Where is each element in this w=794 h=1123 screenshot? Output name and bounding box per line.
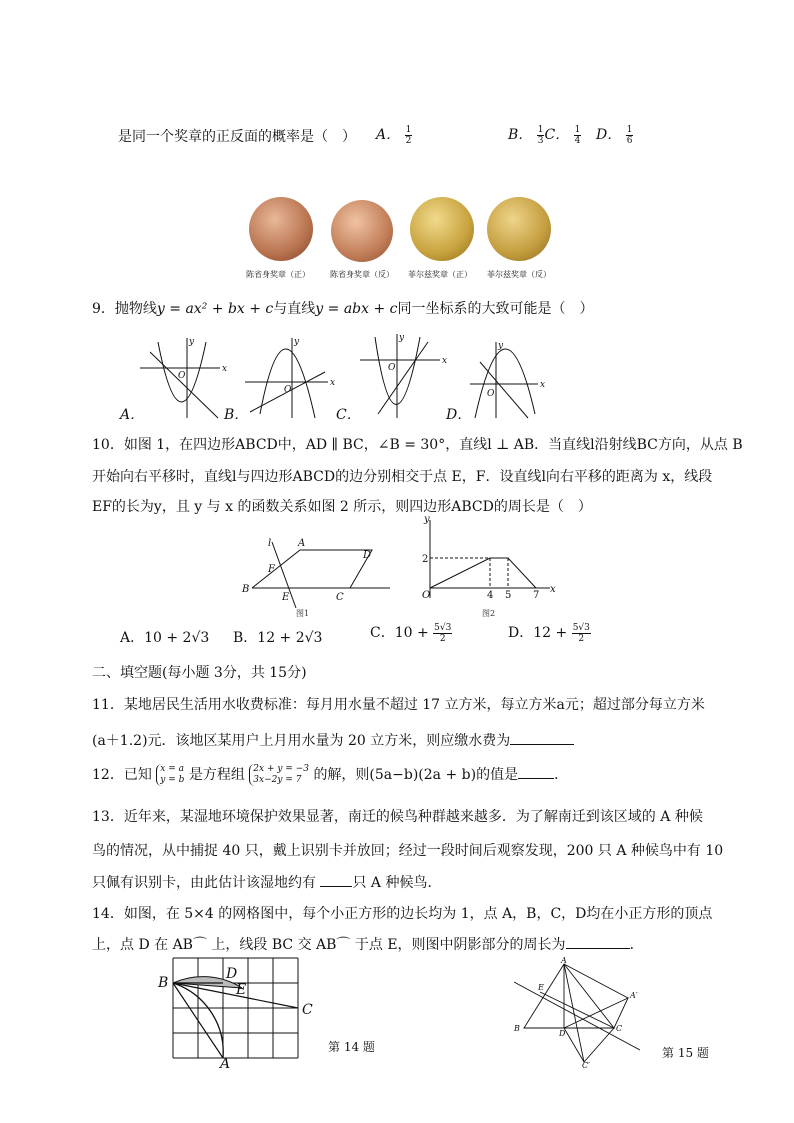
q14-line2: 上，点 D 在 AB⌒ 上，线段 BC 交 AB⌒ 于点 E，则图中阴影部分的周长为 ． [92,934,644,954]
chern-medal-front-image [249,197,313,261]
svg-text:2: 2 [422,554,429,565]
fields-medal-back-image [487,197,551,261]
q9-option-d: D． [446,407,472,423]
svg-text:D: D [363,550,372,561]
svg-text:O: O [487,389,495,399]
q8-frac-a: $\frac{1}{2}$ [405,124,412,146]
svg-text:5: 5 [505,590,512,601]
svg-text:B: B [158,975,169,991]
q12-stem: 12．已知 x = a y = b 是方程组 2x + y = −3 3x−2y = 7 的解，则(5a−b)(2a + b)的值是 ． [92,764,569,785]
q13-line1: 13．近年来，某湿地环境保护效果显著，南迁的候鸟种群越来越多．为了解南迁到该区域的 A 种候 [92,809,703,825]
q10-figures [238,512,568,622]
q9-graph-c [360,334,440,418]
q9-graph-b [245,338,328,418]
svg-text:C: C [336,592,344,603]
q8-option-b: B． $\frac{1}{3}$ C． $\frac{1}{4}$ [508,124,581,146]
svg-text:E: E [282,592,290,603]
q12-answer-blank[interactable] [518,764,554,779]
svg-text:y: y [399,333,405,343]
section2-title: 二、填空题(每小题 3分，共 15分) [92,665,307,681]
q8-frac-d: $\frac{1}{6}$ [626,124,633,146]
medal-caption-1: 陈省身奖章（正） [246,270,310,279]
svg-text:x: x [550,584,556,595]
q8-frac-b: $\frac{1}{3}$ [537,124,544,146]
svg-text:l: l [268,538,272,549]
q13-line3: 只佩有识别卡，由此估计该湿地约有 只 A 种候鸟． [92,872,441,892]
q8-stem [118,126,356,146]
q10-line2: 开始向右平移时，直线l与四边形ABCD的边分别相交于点 E，F．设直线l向右平移的距离为 x，线段 [92,469,713,485]
q14-caption: 第 14 题 [328,1040,375,1054]
q10-figure-2 [430,520,550,598]
q10-option-a: A．10 + 2√3 [120,630,210,646]
q15-caption: 第 15 题 [662,1046,709,1060]
svg-text:A′: A′ [630,991,638,1000]
q9-option-b: B． [224,407,249,423]
svg-text:A: A [220,1056,231,1068]
chern-medal-back-image [331,200,393,262]
medal-caption-2: 陈省身奖章（反） [330,270,394,279]
medal-caption-4: 菲尔兹奖章（反） [487,270,551,279]
q12-system-1: x = a y = b [156,764,184,786]
svg-text:F: F [268,564,275,575]
svg-text:O: O [388,363,396,373]
svg-text:A: A [561,956,567,965]
q12-system-2: 2x + y = −3 3x−2y = 7 [249,764,309,786]
svg-text:x: x [222,364,228,374]
q15-figure [506,956,656,1068]
q13-line2: 鸟的情况，从中捕捉 40 只，戴上识别卡并放回；经过一段时间后观察发现，200 只 A 种候鸟中有 10 [92,843,724,859]
q11-line1: 11．某地居民生活用水收费标准：每月用水量不超过 17 立方米，每立方米a元；超过部分每立方米 [92,697,705,713]
q9-eq-line: y = abx + c [315,301,398,317]
svg-text:4: 4 [487,590,494,601]
q8-text: 是同一个奖章的正反面的概率是（ ） [118,129,356,145]
medal-caption-3: 菲尔兹奖章（正） [408,270,472,279]
q13-answer-blank[interactable] [320,872,352,887]
svg-text:y: y [189,337,195,347]
q9-eq-parabola: y = ax² + bx + c [156,301,274,317]
q8-option-d: D． $\frac{1}{6}$ [596,124,633,146]
q9-option-c: C． [336,407,361,423]
q10-line1: 10．如图 1，在四边形ABCD中，AD ∥ BC，∠B = 30°，直线l ⊥ AB．当直线l沿射线BC方向，从点 B [92,437,743,453]
svg-text:D: D [226,966,238,982]
q10-option-c: C．10 + $\frac{5√3}{2}$ [370,622,452,644]
svg-text:x: x [330,378,336,388]
svg-text:B: B [242,584,250,595]
q10-line3: EF的长为y，且 y 与 x 的函数关系如图 2 所示，则四边形ABCD的周长是（ ） [92,499,592,515]
svg-text:图1: 图1 [296,609,310,618]
q9-graph-d [470,342,538,418]
q14-line1: 14．如图，在 5×4 的网格图中，每个小正方形的边长均为 1，点 A，B，C，D均在小正方形的顶点 [92,906,713,922]
svg-text:O: O [422,590,431,601]
svg-text:x: x [540,380,546,390]
svg-text:B: B [514,1024,520,1033]
svg-text:O: O [178,371,186,381]
q10-option-b: B．12 + 2√3 [233,630,323,646]
q8-option-c: C． [544,127,570,143]
q14-answer-blank[interactable] [566,934,630,949]
svg-text:A: A [298,538,306,549]
svg-text:x: x [442,356,448,366]
svg-text:7: 7 [533,590,540,601]
q10-option-d: D．12 + $\frac{5√3}{2}$ [508,622,590,644]
svg-text:图2: 图2 [482,609,496,618]
q9-option-a: A． [120,407,145,423]
svg-text:C: C [302,1002,313,1018]
svg-text:E: E [236,982,247,998]
svg-text:y: y [498,341,504,351]
svg-text:y: y [294,337,300,347]
q8-option-a: A． $\frac{1}{2}$ [376,124,412,146]
svg-text:y: y [424,514,430,525]
fields-medal-front-image [410,197,474,261]
svg-text:C: C [616,1024,623,1033]
svg-text:O: O [284,385,292,395]
svg-text:D: D [559,1029,566,1038]
svg-text:E: E [538,983,544,992]
q11-line2: (a＋1.2)元．该地区某用户上月用水量为 20 立方米，则应缴水费为 [92,730,574,750]
q14-figure [150,954,350,1068]
svg-text:C′: C′ [582,1061,590,1068]
q11-answer-blank[interactable] [510,730,574,745]
q9-stem: 9．抛物线y = ax² + bx + c与直线y = abx + c同一坐标系的大致可能是（ ） [92,301,594,317]
q8-frac-c: $\frac{1}{4}$ [574,124,581,146]
